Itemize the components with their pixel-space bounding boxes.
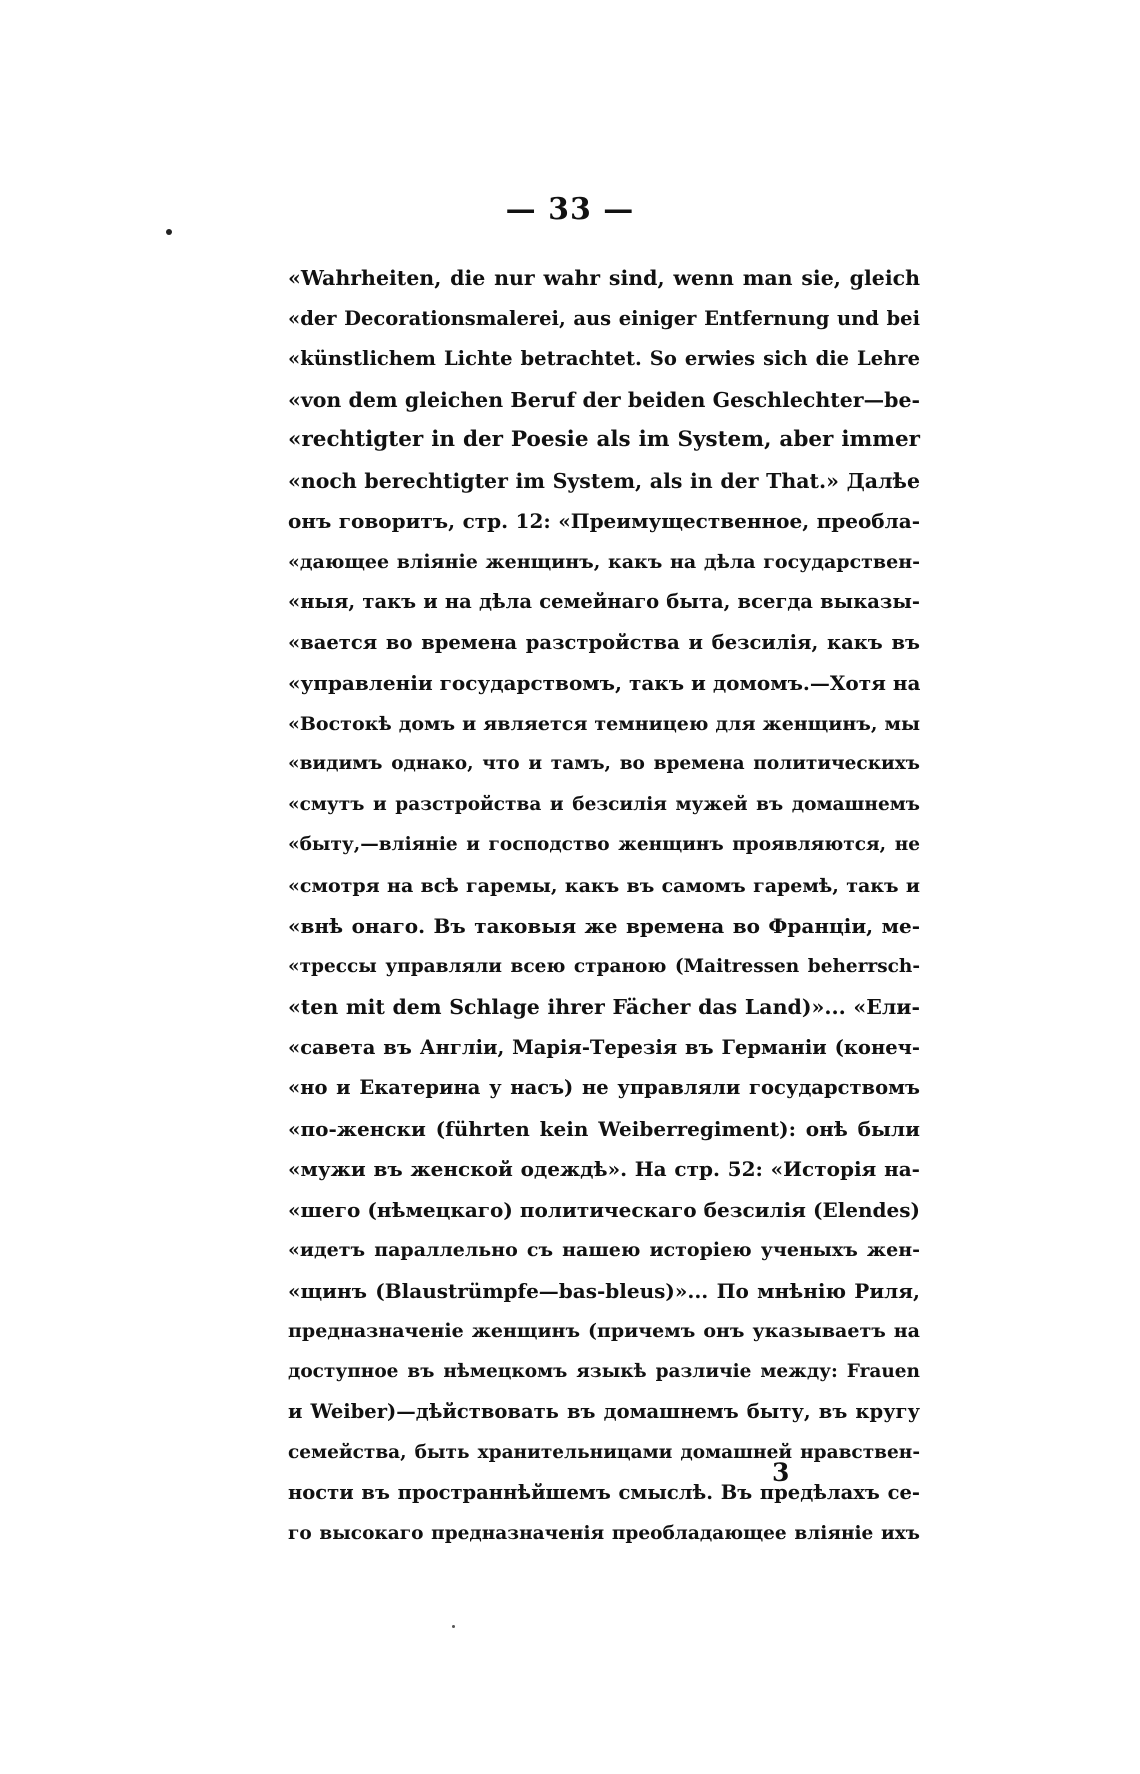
- ink-speck: [166, 229, 172, 235]
- page-number: — 33 —: [505, 192, 635, 227]
- text-line: «смотря на всѣ гаремы, какъ въ самомъ гаремѣ, такъ и: [288, 874, 920, 897]
- body-text: [288, 258, 920, 1554]
- text-line: «видимъ однако, что и тамъ, во времена политическихъ: [288, 753, 920, 774]
- text-line: «дающее вліяніе женщинъ, какъ на дѣла государствен-: [288, 550, 920, 573]
- text-line: предназначеніе женщинъ (причемъ онъ указываетъ на: [288, 1320, 920, 1342]
- text-line: «внѣ онаго. Въ таковыя же времена во Франціи, ме-: [288, 914, 920, 938]
- text-line: «Востокѣ домъ и является темницею для женщинъ, мы: [288, 712, 920, 735]
- text-line: «ten mit dem Schlage ihrer Fächer das Land)»... «Ели-: [288, 995, 920, 1019]
- text-line: «быту,—вліяніе и господство женщинъ проявляются, не: [288, 834, 920, 855]
- text-line: «künstlichem Lichte betrachtet. So erwies sich die Lehre: [288, 347, 920, 370]
- text-line: го высокаго предназначенія преобладающее вліяніе ихъ: [288, 1522, 920, 1544]
- text-line: «шего (нѣмецкаго) политическаго безсилія (Elendes): [288, 1197, 920, 1222]
- text-line: семейства, быть хранительницами домашней нравствен-: [288, 1441, 920, 1463]
- text-line: «управленіи государствомъ, такъ и домомъ.—Хотя на: [288, 671, 921, 695]
- text-line: ности въ пространнѣйшемъ смыслѣ. Въ предѣлахъ се-: [288, 1481, 920, 1504]
- text-line: «rechtigter in der Poesie als im System, aber immer: [288, 427, 920, 452]
- text-line: и Weiber)—дѣйствовать въ домашнемъ быту, въ кругу: [288, 1400, 920, 1423]
- text-line: «Wahrheiten, die nur wahr sind, wenn man sie, gleich: [288, 266, 920, 290]
- text-line: доступное въ нѣмецкомъ языкѣ различіе между: Frauen: [288, 1360, 920, 1382]
- text-line: онъ говоритъ, стр. 12: «Преимущественное, преобла-: [288, 509, 920, 533]
- text-line: «von dem gleichen Beruf der beiden Geschlechter—be-: [288, 387, 920, 412]
- text-line: «идетъ параллельно съ нашею исторіею ученыхъ жен-: [288, 1239, 920, 1261]
- text-line: «ныя, такъ и на дѣла семейнаго быта, всегда выказы-: [288, 590, 920, 613]
- text-line: «der Decorationsmalerei, aus einiger Entfernung und bei: [288, 306, 920, 330]
- text-line: «смутъ и разстройства и безсилія мужей въ домашнемъ: [288, 793, 920, 815]
- ink-speck: [452, 1625, 455, 1628]
- text-line: «трессы управляли всею страною (Maitressen beherrsch-: [288, 955, 920, 977]
- text-line: «вается во времена разстройства и безсилія, какъ въ: [288, 630, 920, 654]
- text-line: «но и Екатерина у насъ) не управляли государствомъ: [288, 1076, 920, 1099]
- text-line: «щинъ (Blaustrümpfe—bas-bleus)»... По мнѣнію Риля,: [288, 1278, 920, 1303]
- text-line: «савета въ Англіи, Марія-Терезія въ Германіи (конеч-: [288, 1035, 920, 1059]
- signature-mark: 3: [772, 1458, 790, 1487]
- text-line: «по-женски (führten kein Weiberregiment): онѣ были: [288, 1116, 920, 1141]
- text-line: «noch berechtigter im System, als in der That.» Далѣе: [288, 468, 920, 493]
- text-line: «мужи въ женской одеждѣ». На стр. 52: «Исторія на-: [288, 1157, 920, 1181]
